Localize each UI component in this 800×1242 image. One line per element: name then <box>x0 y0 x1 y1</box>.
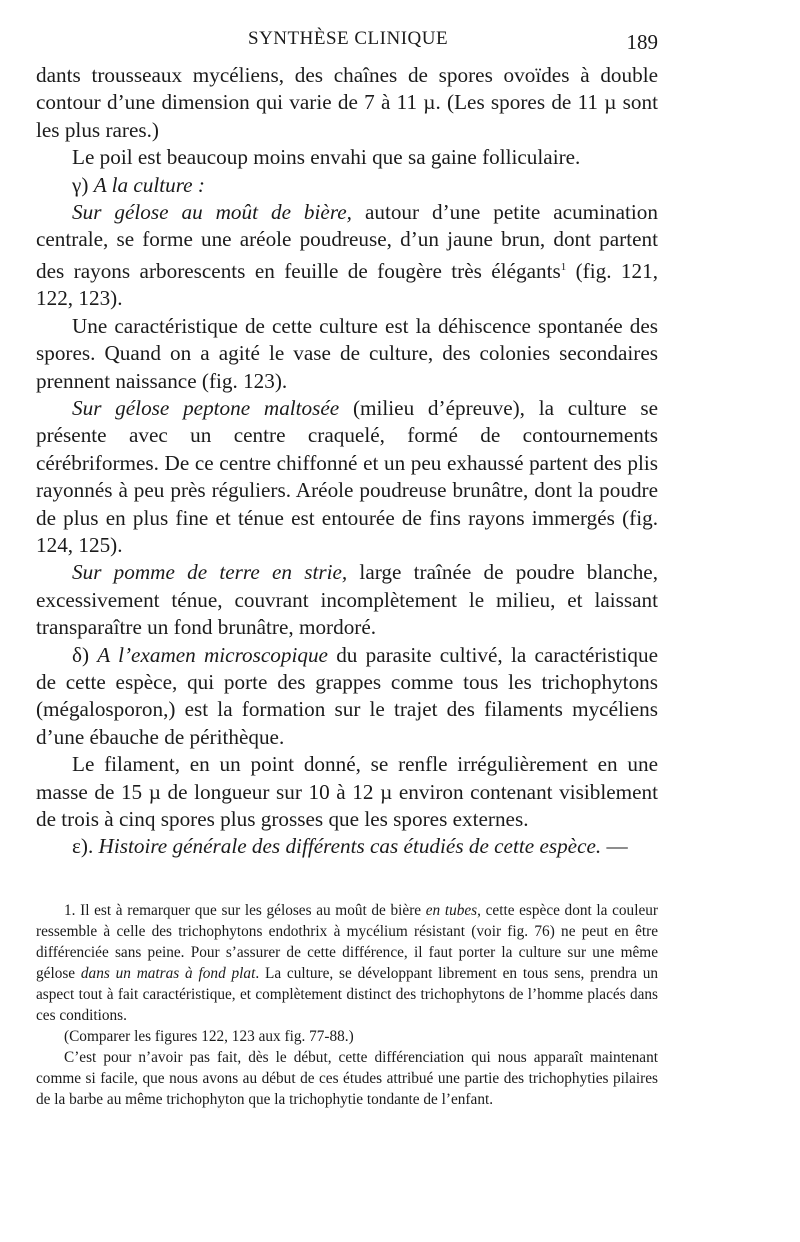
section-gamma-heading <box>36 172 658 199</box>
section-dash: — <box>601 834 628 859</box>
paragraph-text: large traînée de poudre blanche, excessivement ténue, couvrant incomplètement le milieu, et laissant transparaître un fond brunâtre, mordoré. <box>36 560 658 640</box>
paragraph-gelose-peptone <box>36 395 658 559</box>
section-marker: γ) <box>72 172 89 197</box>
running-title: SYNTHÈSE CLINIQUE <box>248 28 449 49</box>
paragraph-text: autour d’une petite acumination centrale, se forme une aréole poudreuse, d’un jaune brun, dont partent des rayons arborescents en feuille de fougère très élégants <box>36 200 658 283</box>
footnote-compare: (Comparer les figures 122, 123 aux fig. 77-88.) <box>64 1028 354 1045</box>
paragraph-lead: Sur gélose peptone maltosée <box>72 395 340 420</box>
page-number: 189 <box>626 30 658 54</box>
paragraph-dehiscence: Une caractéristique de cette culture est la déhiscence spontanée des spores. Quand on a agité le vase de culture, des colonies secondaires prennent naissance (fig. 123). <box>36 313 658 393</box>
book-page <box>36 0 658 1242</box>
footnote-text: Il est à remarquer que sur les géloses au moût de bière <box>75 902 426 919</box>
section-title: A la culture : <box>93 172 205 197</box>
paragraph-lead: A l’examen microscopique <box>97 642 328 667</box>
footnote-emphasis: en tubes <box>425 902 478 919</box>
paragraph-gelose-biere <box>36 199 658 313</box>
paragraph-1: dants trousseaux mycéliens, des chaînes de spores ovoïdes à double contour d’une dimension qui varie de 7 à 11 µ. (Les spores de 11 µ sont les plus rares.) <box>36 63 658 142</box>
paragraph-lead: Sur gélose au moût de bière, <box>72 200 352 225</box>
footnote-emphasis: dans un matras à fond plat <box>80 965 256 982</box>
page-header <box>36 28 658 52</box>
footnote-number: 1. <box>64 902 76 919</box>
paragraph-text: du parasite cultivé, la caractéristique de cette espèce, qui porte des grappes comme tous les trichophytons (mégalosporon,) est la formation sur le trajet des filaments mycéliens d’une ébauche de périthèque. <box>36 642 658 749</box>
section-epsilon-heading <box>36 833 658 860</box>
footnote-remark: C’est pour n’avoir pas fait, dès le début, cette différenciation qui nous apparaît maintenant comme si facile, que nous avons au début de ces études attribué une partie des trichophyties pilaires de la barbe au même trichophyton que la trichophytie tondante de l’enfant. <box>36 1049 658 1108</box>
paragraph-tail: (fig. 121, 122, 123). <box>36 258 658 311</box>
paragraph-pomme-de-terre <box>36 559 658 641</box>
footnotes <box>36 900 658 1110</box>
paragraph-2: Le poil est beaucoup moins envahi que sa gaine folliculaire. <box>72 145 581 170</box>
section-title: Histoire générale des différents cas étudiés de cette espèce. <box>98 834 602 859</box>
paragraph-text: (milieu d’épreuve), la culture se présente avec un centre craquelé, formé de contournements cérébriformes. De ce centre chiffonné et un peu exhaussé partent des plis rayonnés à peu près réguliers. Aréole poudreuse brunâtre, dont la poudre de plus en plus fine et ténue est entourée de fins rayons immergés (fig. 124, 125). <box>36 395 658 557</box>
footnote-text: . La culture, se développant librement en tous sens, prendra un aspect tout à fait caractéristique, et complètement distinct des trichophytons de l’homme placés dans ces conditions. <box>36 965 659 1024</box>
paragraph-lead: Sur pomme de terre en strie, <box>72 560 348 585</box>
paragraph-filament: Le filament, en un point donné, se renfle irrégulièrement en une masse de 15 µ de longueur sur 10 à 12 µ environ contenant visiblement de trois à cinq spores plus grosses que les spores externes. <box>36 752 658 832</box>
main-text <box>36 62 658 861</box>
footnote-ref: 1 <box>560 260 567 273</box>
section-marker: δ) <box>72 642 90 667</box>
section-marker: ε). <box>72 834 94 859</box>
footnote-1 <box>36 900 658 1026</box>
footnote-text: , cette espèce dont la couleur ressemble à celle des trichophytons endothrix à mycélium résistant (voir fig. 76) ne peut en être différenciée sans peine. Pour s’assurer de cette différence, il faut porter la culture sur une même gélose <box>36 902 658 982</box>
section-delta <box>36 642 658 752</box>
